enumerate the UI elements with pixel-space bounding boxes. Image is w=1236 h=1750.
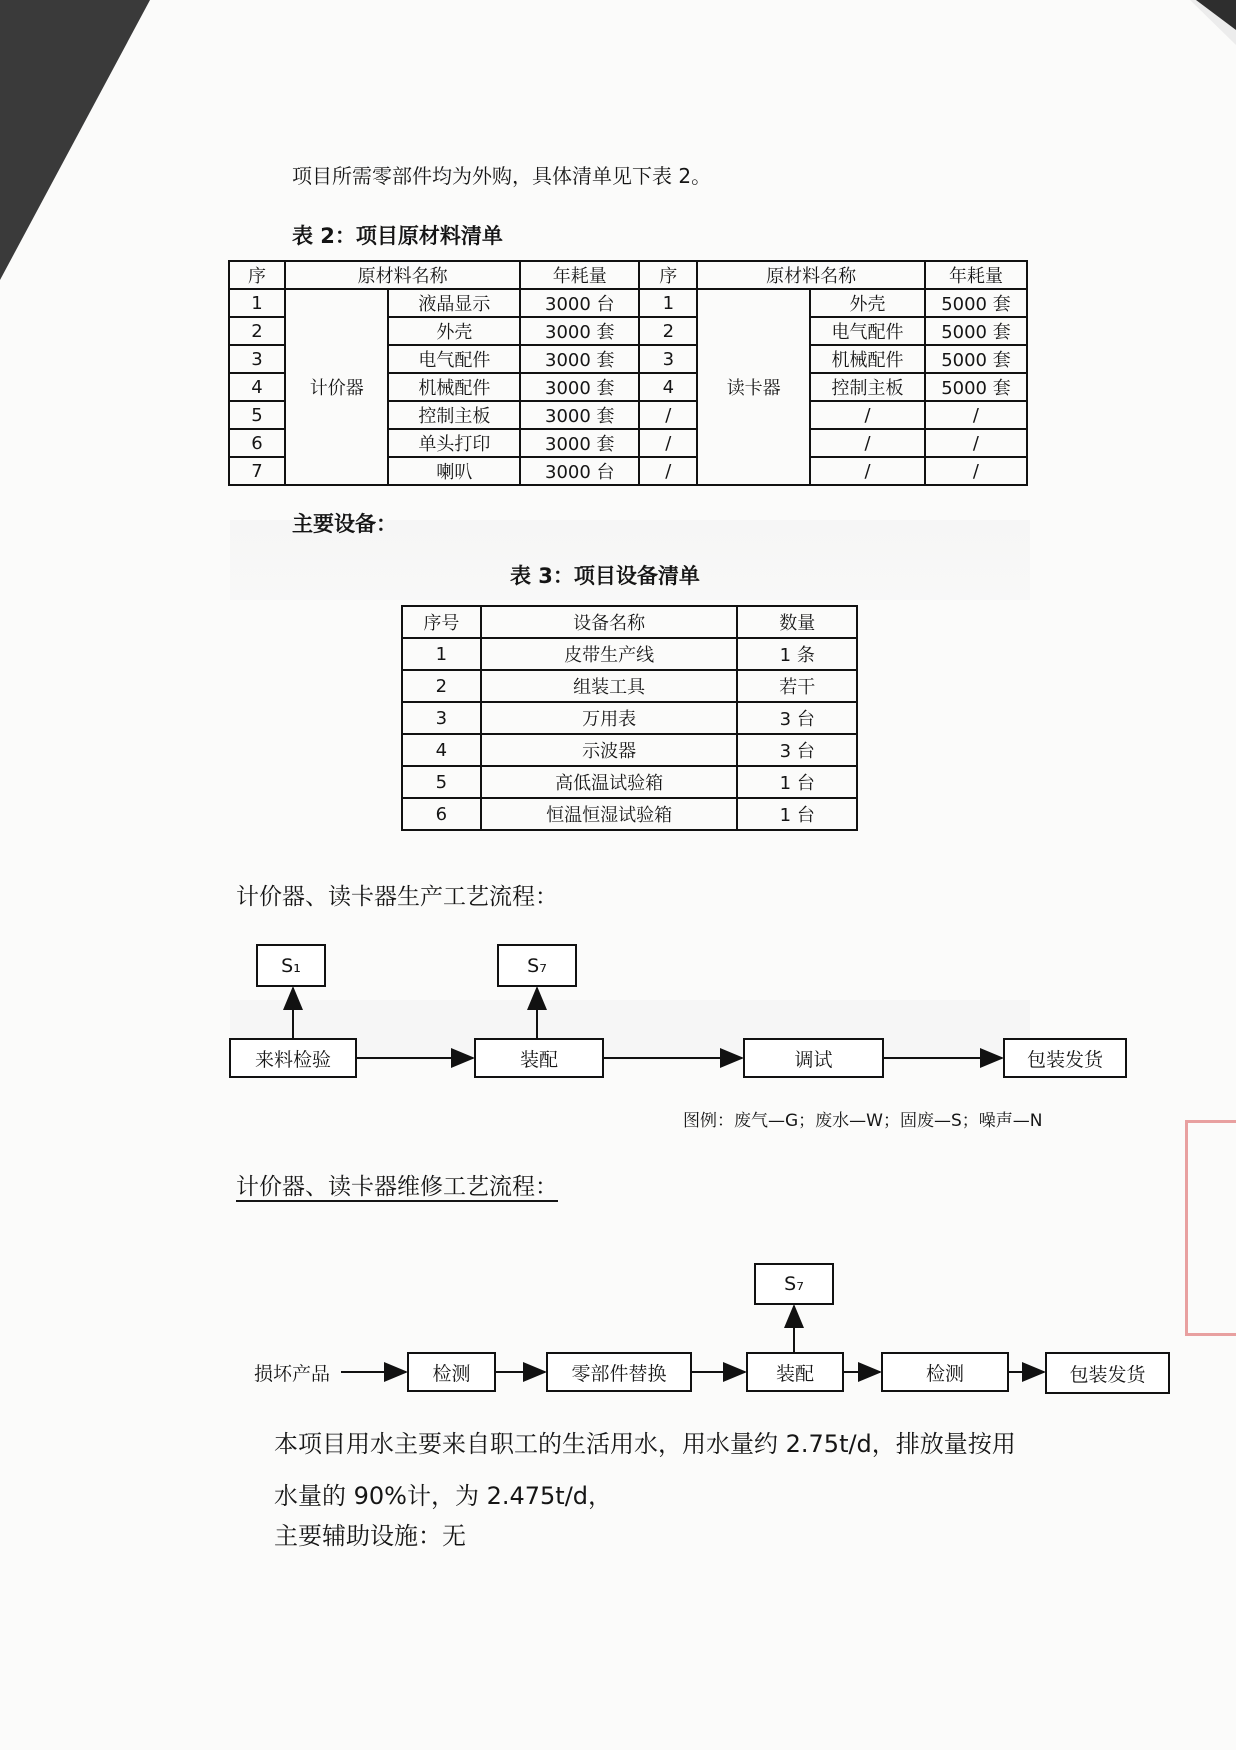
- col-header: 原材料名称: [285, 261, 520, 289]
- cell-qty: 3000 台: [520, 457, 639, 485]
- cell-qty: 若干: [737, 670, 857, 702]
- cell-qty: 5000 套: [925, 345, 1027, 373]
- col-header: 设备名称: [481, 606, 738, 638]
- cell-qty: 3 台: [737, 702, 857, 734]
- group-label-meter: 计价器: [285, 289, 388, 485]
- cell-no: 3: [639, 345, 697, 373]
- cell-name: 控制主板: [388, 401, 520, 429]
- cell-name: 组装工具: [481, 670, 738, 702]
- cell-qty: 1 台: [737, 766, 857, 798]
- cell-no: 3: [229, 345, 285, 373]
- step-inspection-2: 检测: [881, 1352, 1009, 1392]
- cell-qty: 3 台: [737, 734, 857, 766]
- table-row: [402, 670, 857, 702]
- cell-no: 5: [229, 401, 285, 429]
- cell-name: 恒温恒湿试验箱: [481, 798, 738, 830]
- cell-qty: /: [925, 401, 1027, 429]
- cell-qty: 3000 套: [520, 345, 639, 373]
- cell-no: 1: [639, 289, 697, 317]
- col-header: 数量: [737, 606, 857, 638]
- cell-qty: 5000 套: [925, 289, 1027, 317]
- cell-name: 电气配件: [388, 345, 520, 373]
- cell-name: 皮带生产线: [481, 638, 738, 670]
- col-header: 序号: [402, 606, 481, 638]
- col-header: 序: [229, 261, 285, 289]
- cell-no: /: [639, 429, 697, 457]
- waste-s7-box: S₇: [754, 1263, 834, 1305]
- cell-qty: 1 台: [737, 798, 857, 830]
- step-assembly: 装配: [474, 1038, 604, 1078]
- cell-no: 1: [229, 289, 285, 317]
- cell-name: 液晶显示: [388, 289, 520, 317]
- cell-name: 机械配件: [388, 373, 520, 401]
- cell-name: 高低温试验箱: [481, 766, 738, 798]
- cell-no: 1: [402, 638, 481, 670]
- cell-name: 喇叭: [388, 457, 520, 485]
- cell-no: 4: [402, 734, 481, 766]
- col-header: 原材料名称: [697, 261, 925, 289]
- cell-qty: 3000 套: [520, 373, 639, 401]
- step-inspection: 检测: [407, 1352, 496, 1392]
- aux-facilities-text: 主要辅助设施：无: [274, 1522, 466, 1550]
- cell-qty: /: [925, 429, 1027, 457]
- flow-legend: 图例：废气—G；废水—W；固废—S；噪声—N: [683, 1111, 1043, 1131]
- cell-qty: 5000 套: [925, 373, 1027, 401]
- cell-name: 外壳: [388, 317, 520, 345]
- table-row: [402, 734, 857, 766]
- cell-name: 示波器: [481, 734, 738, 766]
- waste-s1-box: S₁: [256, 944, 326, 987]
- cell-qty: 1 条: [737, 638, 857, 670]
- cell-no: 6: [229, 429, 285, 457]
- cell-no: /: [639, 457, 697, 485]
- table2-caption: 表 2：项目原材料清单: [292, 224, 503, 248]
- step-incoming-inspection: 来料检验: [229, 1038, 357, 1078]
- cell-name: 电气配件: [810, 317, 925, 345]
- cell-name: 外壳: [810, 289, 925, 317]
- cell-qty: /: [925, 457, 1027, 485]
- cell-name: /: [810, 401, 925, 429]
- table-row: [402, 638, 857, 670]
- col-header: 年耗量: [925, 261, 1027, 289]
- cell-no: 4: [229, 373, 285, 401]
- cell-no: 5: [402, 766, 481, 798]
- cell-no: 6: [402, 798, 481, 830]
- cell-qty: 3000 台: [520, 289, 639, 317]
- water-usage-text-2: 水量的 90%计，为 2.475t/d，: [274, 1482, 613, 1510]
- step-debugging: 调试: [743, 1038, 884, 1078]
- cell-name: /: [810, 429, 925, 457]
- waste-s7-box: S₇: [497, 944, 577, 987]
- step-packaging-shipping: 包装发货: [1003, 1038, 1127, 1078]
- cell-qty: 3000 套: [520, 317, 639, 345]
- cell-no: /: [639, 401, 697, 429]
- table-row: [229, 289, 1027, 317]
- cell-qty: 3000 套: [520, 429, 639, 457]
- cell-no: 2: [229, 317, 285, 345]
- cell-name: 机械配件: [810, 345, 925, 373]
- production-flow-title: 计价器、读卡器生产工艺流程：: [236, 884, 558, 910]
- start-damaged-product: 损坏产品: [254, 1363, 331, 1385]
- cell-no: 2: [639, 317, 697, 345]
- table3-caption: 表 3：项目设备清单: [510, 564, 700, 588]
- table-row: [402, 798, 857, 830]
- table-row: [402, 702, 857, 734]
- intro-text: 项目所需零部件均为外购，具体清单见下表 2。: [292, 164, 712, 188]
- cell-no: 7: [229, 457, 285, 485]
- cell-name: 万用表: [481, 702, 738, 734]
- raw-materials-table: [228, 260, 1028, 486]
- cell-qty: 5000 套: [925, 317, 1027, 345]
- cell-no: 4: [639, 373, 697, 401]
- step-part-replacement: 零部件替换: [546, 1352, 692, 1392]
- water-usage-text: 本项目用水主要来自职工的生活用水，用水量约 2.75t/d，排放量按用: [274, 1430, 1016, 1458]
- cell-no: 2: [402, 670, 481, 702]
- cell-no: 3: [402, 702, 481, 734]
- cell-name: /: [810, 457, 925, 485]
- table-row: [402, 766, 857, 798]
- cell-name: 单头打印: [388, 429, 520, 457]
- maintenance-flow-title: 计价器、读卡器维修工艺流程：: [236, 1174, 558, 1200]
- red-seal-stamp-fragment: [1185, 1120, 1236, 1336]
- step-assembly: 装配: [746, 1352, 844, 1392]
- table-header-row: [229, 261, 1027, 289]
- table-header-row: [402, 606, 857, 638]
- col-header: 序: [639, 261, 697, 289]
- group-label-card-reader: 读卡器: [697, 289, 810, 485]
- equipment-heading: 主要设备：: [292, 512, 397, 536]
- cell-qty: 3000 套: [520, 401, 639, 429]
- cell-name: 控制主板: [810, 373, 925, 401]
- col-header: 年耗量: [520, 261, 639, 289]
- step-packaging-shipping: 包装发货: [1045, 1352, 1170, 1394]
- equipment-table: [401, 605, 858, 831]
